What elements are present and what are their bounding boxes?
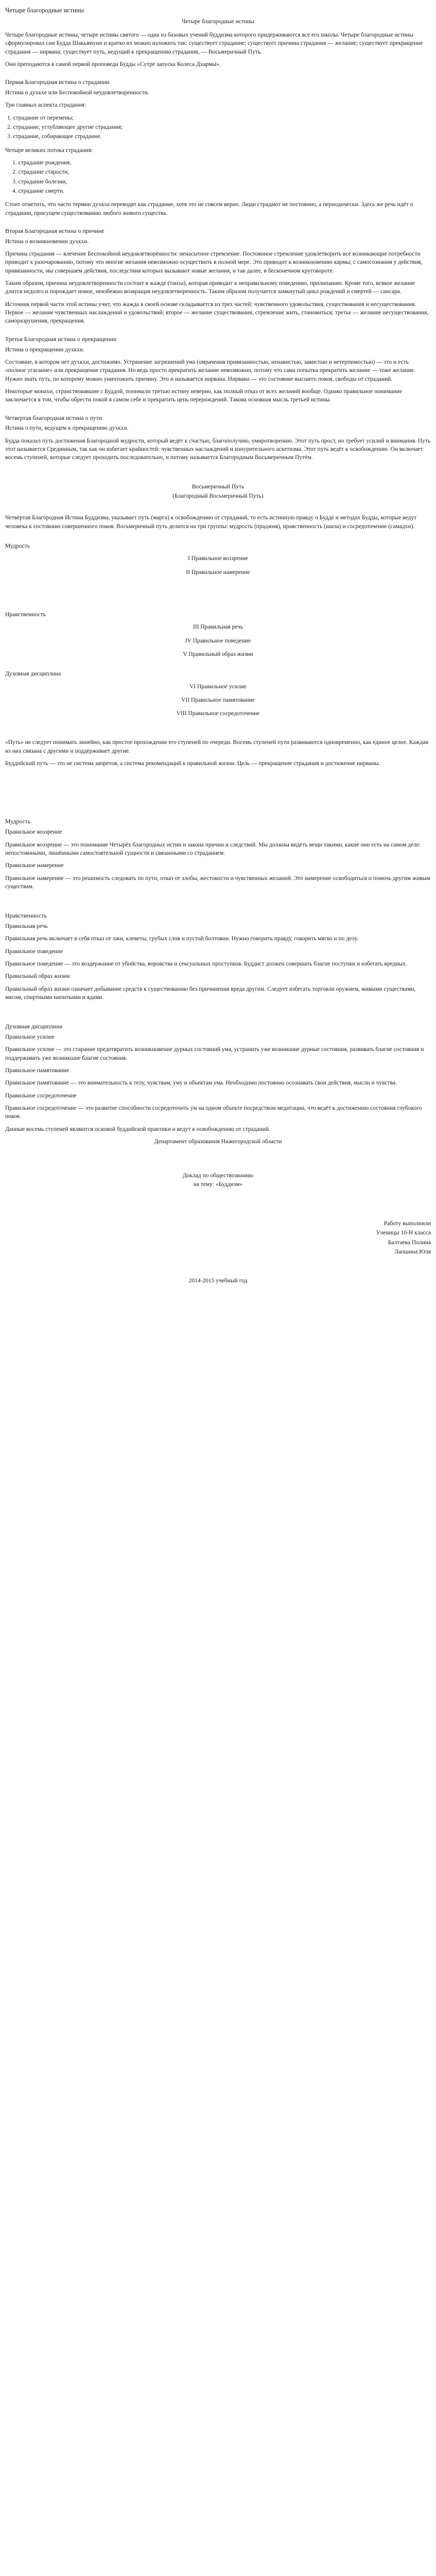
path-step: II Правильное намерение	[186, 569, 250, 575]
path-note: «Путь» не следует понимать линейно, как простое прохождение его ступеней по очереди. Восемь ступеней пути развиваются одновременно, как единое целое. Каждая из них связана с другими и поддерживает другие.	[5, 739, 428, 754]
department-line: Департамент образования Нижегородской области	[154, 1138, 282, 1145]
report-line-1: Доклад по обществознанию	[182, 1173, 254, 1179]
truth4-body-1: Будда показал путь достижения Благородной мудрости, который ведёт к счастью, благополучию, умиротворению. Этот путь прост, но требует усилий и внимания. Путь этот называется Срединным, так как он избегает крайностей: чувственных наслаждений и изнурительного аскетизма. Этот путь ведёт к освобождению. Он включает восемь ступеней, которые следует проходить последовательно, и потому называется Благородным Восьмеричным Путём.	[5, 437, 431, 461]
doc-title: Четыре благородные истины	[5, 7, 84, 14]
morality-body-5: Правильный образ жизни означает добывание средств к существованию без причинения вреда другим. Следует избегать торговли оружием, живыми существами, мясом, спиртными напитками и ядами.	[5, 986, 416, 1001]
truth1-forms-intro: Четыре великих потока страдания:	[5, 147, 93, 154]
truth3-body-2: Некоторые монахи, странствовавшие с Буддой, понимали третью истину неверно, как полный отказ от всех желаний вообще. Однако правильное понимание заключается в том, чтобы обрести покой в самом себе и прекратить цепь перерождений. Такова основная мысль третьей истины.	[5, 388, 403, 403]
morality-subheading: Правильная речь	[5, 923, 48, 929]
signature-line-4: Лапшина Юля	[394, 1248, 431, 1255]
path-step: VII Правильное памятование	[181, 697, 255, 703]
school-year: 2014-2015 учебный год	[188, 1278, 248, 1284]
path-group-title: Мудрость	[5, 543, 30, 549]
truth3-body-1: Состояние, в котором нет духкхи, достижимо. Устранение загрязнений ума (омрачения привязанностью, ненавистью, завистью и нетерпимостью) — это и есть «полное угасание» или прекращение страдания. Но ведь просто прекратить желание невозможно, потому что сама попытка прекратить желание — тоже желание. Нужно знать путь, по которому можно уничтожить причину. Это и называется нирвана. Нирвана — это состояние высшего покоя, свободы от страданий.	[5, 359, 415, 382]
signature-line-1: Работу выполнили	[383, 1220, 431, 1227]
wisdom-body-3: Правильное намерение — это решимость следовать по пути, отказ от злобы, жестокости и чувственных желаний. Это намерение освободиться и помочь другим живым существам.	[5, 875, 430, 890]
report-title-block	[5, 1172, 431, 1189]
path-step: I Правильное воззрение	[187, 555, 249, 562]
discipline-body-1: Правильное усилие — это старание предотвратить возникновение дурных состояний ума, устранить уже возникшие дурные состояния, развивать благие состояния и поддерживать уже возникшие благие состояния.	[5, 1046, 424, 1061]
wisdom-body-2: Правильное намерение	[5, 862, 64, 869]
truth4-heading: Четвертая благородная истина о пути	[5, 414, 102, 421]
signature-line-3: Балтаева Полина	[388, 1239, 431, 1246]
discipline-subheading: Правильное усилие	[5, 1033, 55, 1040]
path-step: V Правильный образ жизни	[183, 651, 253, 657]
truth1-types-intro: Три главных аспекта страдания:	[5, 102, 86, 109]
truth2-heading: Вторая Благородная истина о причине	[5, 227, 104, 235]
discipline-body-5: Правильное сосредоточение — это развитие способности сосредоточить ум на одном объекте посредством медитации, что ведёт к достижению состояния глубокого покоя.	[5, 1105, 422, 1120]
wisdom-subheading: Правильное воззрение	[5, 829, 62, 836]
truth1-types-list	[5, 114, 431, 141]
path-note-2: Буддийский путь — это не система запретов, а система рекомендаций к правильной жизни. Цель — прекращение страдания и достижение нирваны.	[5, 760, 380, 767]
list-item: 2. страдание, углубляющее другие страдания;	[7, 124, 123, 131]
wisdom-body-1: Правильное воззрение — это понимание Четырёх благородных истин и закона причин и следствий. Мы должны видеть вещи такими, какие они есть на самом деле: непостоянными, лишёнными самостоятельной сущности и связанными со страданием.	[5, 841, 421, 856]
path-group-morality	[5, 611, 431, 658]
list-item: 3. страдание, собирающее страдание.	[7, 133, 102, 140]
discipline-body-4: Правильное сосредоточение	[5, 1092, 77, 1099]
report-line-2: на тему: «Буддизм»	[193, 1181, 243, 1188]
doc-subtitle: Четыре благородные истины	[182, 18, 254, 25]
truth1-heading: Первая Благородная истина о страдании	[5, 78, 110, 86]
list-item: 4. страдание смерти.	[12, 188, 65, 195]
wisdom-heading: Мудрость	[5, 818, 31, 825]
morality-heading: Нравственность	[5, 912, 47, 920]
truth1-lead: Истина о духкхе или Беспокойной неудовлетворенности.	[5, 90, 149, 96]
intro-paragraph-2: Они преподаются в самой первой проповеди Будды «Сутре запуска Колеса Дхармы».	[5, 61, 221, 68]
morality-body-4: Правильный образ жизни	[5, 973, 70, 980]
truth1-forms-list	[5, 159, 431, 195]
path-group-title: Духовная дисциплина	[5, 671, 61, 677]
truth3-lead: Истина о прекращении духкхи.	[5, 346, 84, 353]
truth2-body-2: Таким образом, причина неудовлетворенности состоит в жажде (танха), которая приводит к неправильному поведению, прилипанию. Кроме того, всякое желание длится недолго и порождает новое, неизбежно возвращая неудовлетворенность. Таким образом получается замкнутый цикл рождений и смертей — сансара.	[5, 280, 415, 295]
path-title: Восьмеричный Путь	[191, 483, 245, 490]
list-item: 3. страдание болезни,	[12, 178, 67, 185]
intro-paragraph-1: Четыре благородные истины, четыре истины святого — одна из базовых учений буддизма которого придерживаются все его школы. Четыре благородные истины сформулировал сам Будда Шакьямуни и кратко их можно изложить так: существует страдание; существует причина страдания — желание; существует прекращение страдания — нирвана; существует путь, ведущий к прекращению страдания, — Восьмеричный Путь.	[5, 32, 423, 55]
path-subtitle: (Благородный Восьмеричный Путь)	[172, 493, 264, 499]
path-group-title: Нравственность	[5, 611, 46, 618]
morality-body-2: Правильное поведение	[5, 948, 63, 955]
truth3-heading: Третья Благородная истина о прекращении	[5, 335, 117, 343]
eightfold-path-title-block	[5, 483, 431, 501]
path-step: III Правильная речь	[193, 624, 243, 631]
truth2-lead: Истина о возникновении духкхи.	[5, 238, 89, 245]
list-item: 1. страдание от перемены;	[7, 114, 74, 121]
path-note-block	[5, 738, 431, 768]
morality-body-1: Правильная речь включает в себя отказ от лжи, клеветы, грубых слов и пустой болтовни. Нужно говорить правду, говорить мягко и по делу.	[5, 936, 359, 942]
discipline-body-3: Правильное памятование — это внимательность к телу, чувствам, уму и объектам ума. Необходимо постоянно осознавать свои действия, мысли и чувства.	[5, 1080, 397, 1087]
truth2-body-3: Источник первой части этой истины учит, что жажда в своей основе складывается из трех частей: чувственного удовольствия, существования и несуществования. Первое — желание чувственных наслаждений и удовольствий; второе — желание существования, стремление жить, становиться; третье — желание несуществования, саморазрушения, прекращения.	[5, 301, 429, 325]
discipline-body-2: Правильное памятование	[5, 1067, 69, 1074]
truth4-lead: Истина о пути, ведущем к прекращению духкхи.	[5, 425, 129, 432]
path-step: VI Правильное усилие	[189, 683, 247, 690]
list-item: 2. страдание старости,	[12, 169, 69, 176]
truth2-body-1: Причина страдания — влечение Беспокойной неудовлетворённости: ненасытное стремление. Постоянное стремление удовлетворить все возникающие потребности приводит к разочарованию, потому что многие желания невозможно осуществить в полной мере. Это приводит к возникновению кармы; с самосознания у действия, привязанности, мы совершаем действия, последствия которых вызывают новые желания, и так далее, в бесконечном круговороте.	[5, 251, 423, 274]
conclusion-1: Данные восемь ступеней являются основой буддийской практики и ведут к освобождению от страданий.	[5, 1126, 271, 1132]
signature-block	[5, 1219, 431, 1256]
truth1-body-1: Стоит отметить, что часто термин духкха переводят как страдание, хотя это не совсем верно. Люди страдают не постоянно, а периодически. Здесь же речь идёт о страдании, присущем существованию любого живого существа.	[5, 201, 413, 216]
path-group-discipline	[5, 670, 431, 718]
signature-line-2: Ученицы 10-Н класса	[376, 1230, 431, 1236]
morality-body-3: Правильное поведение — это воздержание от убийства, воровства и сексуальных проступков. Буддист должен совершать благие поступки и избегать вредных.	[5, 960, 407, 967]
list-item: 1. страдание рождения,	[12, 160, 72, 166]
path-step: IV Правильное поведение	[185, 637, 251, 644]
path-group-wisdom	[5, 542, 431, 577]
discipline-heading: Духовная дисциплина	[5, 1023, 63, 1030]
path-intro: Четвёртая Благородная Истина Буддизма, указывает путь (марга) к освобождению от страданий, то есть истинную правду о Будде и методах Будды, которые ведут человека к состоянию совершенного покоя. Восьмеричный путь делится на три группы: мудрость (праджня), нравственность (шила) и сосредоточение (самадхи).	[5, 515, 417, 530]
path-step: VIII Правильное сосредоточение	[176, 710, 260, 717]
